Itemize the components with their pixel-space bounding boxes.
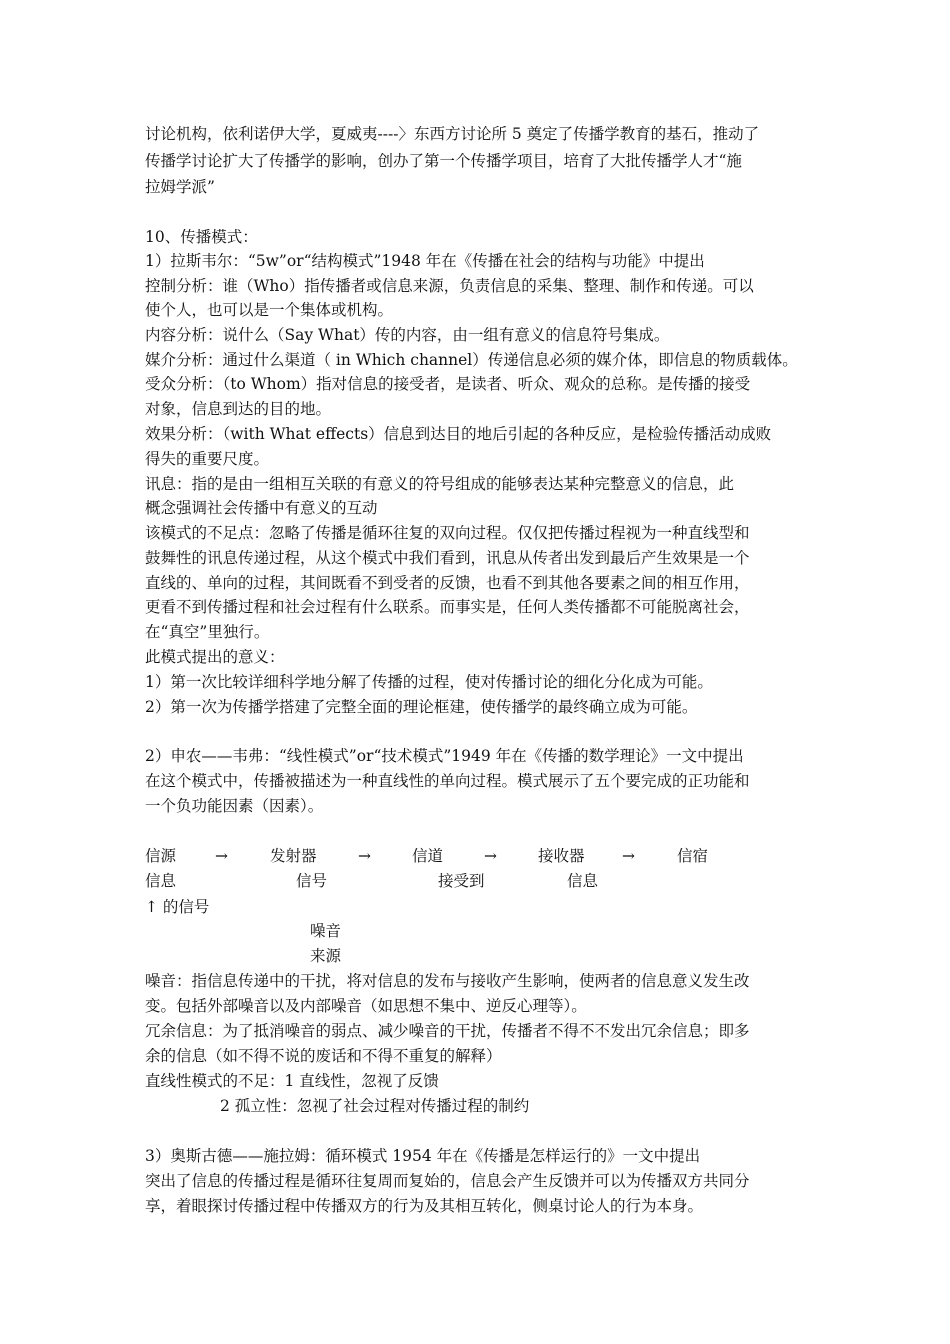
text-line: 拉姆学派”: [145, 178, 215, 196]
text-line: 概念强调社会传播中有意义的互动: [145, 499, 378, 517]
diagram-node-source: 信源: [145, 847, 177, 865]
text-line: 一个负功能因素（因素）。: [145, 797, 324, 815]
diagram-node-channel: 信道: [412, 847, 444, 865]
text-line: 突出了信息的传播过程是循环往复周而复始的，信息会产生反馈并可以为传播双方共同分: [145, 1172, 750, 1190]
diagram-noise-label: 来源: [310, 947, 342, 965]
diagram-noise-label: 噪音: [310, 922, 342, 940]
text-line: 更看不到传播过程和社会过程有什么联系。而事实是，任何人类传播都不可能脱离社会，: [145, 598, 750, 616]
diagram-node-transmitter: 发射器: [270, 847, 317, 865]
text-line: 冗余信息：为了抵消噪音的弱点、减少噪音的干扰，传播者不得不不发出冗余信息；即多: [145, 1022, 750, 1040]
text-line: 效果分析：（with What effects）信息到达目的地后引起的各种反应，是检验传播活动成败: [145, 425, 772, 443]
arrow-right-icon: →: [622, 847, 635, 865]
text-line: 直线性模式的不足：1 直线性，忽视了反馈: [145, 1072, 439, 1090]
text-line: 享，着眼探讨传播过程中传播双方的行为及其相互转化，侧桌讨论人的行为本身。: [145, 1197, 704, 1215]
text-line: 该模式的不足点：忽略了传播是循环往复的双向过程。仅仅把传播过程视为一种直线型和: [145, 524, 750, 542]
arrow-right-icon: →: [484, 847, 497, 865]
text-line: 鼓舞性的讯息传递过程，从这个模式中我们看到，讯息从传者出发到最后产生效果是一个: [145, 549, 750, 567]
diagram-label: 信息: [145, 872, 177, 890]
diagram-node-destination: 信宿: [677, 847, 709, 865]
diagram-label: 信息: [567, 872, 599, 890]
text-line: 在“真空”里独行。: [145, 623, 270, 641]
diagram-node-receiver: 接收器: [538, 847, 585, 865]
text-line: 受众分析：（to Whom）指对信息的接受者，是读者、听众、观众的总称。是传播的接受: [145, 375, 751, 393]
text-line: 1）第一次比较详细科学地分解了传播的过程，使对传播讨论的细化分化成为可能。: [145, 673, 713, 691]
diagram-label: 信号: [296, 872, 328, 890]
text-line: 讯息：指的是由一组相互关联的有意义的符号组成的能够表达某种完整意义的信息，此: [145, 475, 735, 493]
text-line: 2 孤立性：忽视了社会过程对传播过程的制约: [220, 1097, 530, 1115]
text-line: 在这个模式中，传播被描述为一种直线性的单向过程。模式展示了五个要完成的正功能和: [145, 772, 750, 790]
arrow-right-icon: →: [358, 847, 371, 865]
text-line: 内容分析：说什么（Say What）传的内容，由一组有意义的信息符号集成。: [145, 326, 670, 344]
arrow-right-icon: →: [215, 847, 228, 865]
text-line: 此模式提出的意义：: [145, 648, 285, 666]
diagram-label: 接受到: [438, 872, 485, 890]
diagram-label: ↑ 的信号: [145, 898, 210, 916]
text-line: 2）申农——韦弗：“线性模式”or“技术模式”1949 年在《传播的数学理论》一文中提出: [145, 747, 744, 765]
text-line: 噪音：指信息传递中的干扰，将对信息的发布与接收产生影响，使两者的信息意义发生改: [145, 972, 750, 990]
text-line: 传播学讨论扩大了传播学的影响，创办了第一个传播学项目，培育了大批传播学人才“施: [145, 152, 742, 170]
text-line: 余的信息（如不得不说的废话和不得不重复的解释）: [145, 1047, 502, 1065]
text-line: 直线的、单向的过程，其间既看不到受者的反馈，也看不到其他各要素之间的相互作用，: [145, 574, 750, 592]
text-line: 3）奥斯古德——施拉姆：循环模式 1954 年在《传播是怎样运行的》一文中提出: [145, 1147, 701, 1165]
section-heading: 10、传播模式：: [145, 228, 258, 246]
text-line: 讨论机构，依利诺伊大学，夏威夷----〉东西方讨论所 5 奠定了传播学教育的基石，推动了: [145, 125, 760, 143]
text-line: 1）拉斯韦尔：“5w”or“结构模式”1948 年在《传播在社会的结构与功能》中提出: [145, 252, 705, 270]
text-line: 控制分析：谁（Who）指传播者或信息来源，负责信息的采集、整理、制作和传递。可以: [145, 277, 754, 295]
text-line: 变。包括外部噪音以及内部噪音（如思想不集中、逆反心理等）。: [145, 997, 587, 1015]
text-line: 得失的重要尺度。: [145, 450, 270, 468]
text-line: 2）第一次为传播学搭建了完整全面的理论框建，使传播学的最终确立成为可能。: [145, 698, 698, 716]
text-line: 媒介分析：通过什么渠道（ in Which channel）传递信息必须的媒介体，即信息的物质载体。: [145, 351, 798, 369]
text-line: 对象，信息到达的目的地。: [145, 400, 332, 418]
text-line: 使个人，也可以是一个集体或机构。: [145, 301, 394, 319]
